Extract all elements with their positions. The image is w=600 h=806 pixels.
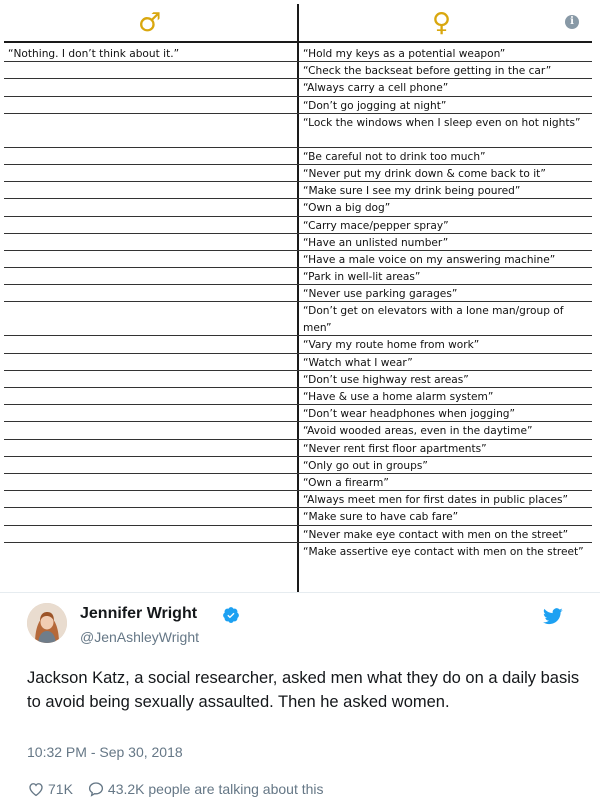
table-rows	[4, 45, 592, 577]
table-row	[4, 526, 592, 543]
media-divider	[0, 592, 600, 593]
table-row	[4, 114, 592, 148]
table-row	[4, 440, 592, 457]
female-answer: “Never put my drink down & come back to it”	[303, 167, 546, 180]
female-answer: “Check the backseat before getting in the car”	[303, 65, 552, 78]
female-symbol-icon: ♀	[432, 8, 452, 38]
table-row	[4, 354, 592, 371]
table-row	[4, 45, 592, 62]
female-answer: “Never rent first floor apartments”	[303, 442, 487, 455]
table-row	[4, 79, 592, 96]
heart-icon[interactable]	[27, 780, 45, 798]
table-row	[4, 422, 592, 439]
table-row	[4, 97, 592, 114]
female-answer: “Vary my route home from work”	[303, 339, 480, 352]
tweet-actions	[27, 779, 324, 799]
female-answer: “Make assertive eye contact with men on the street”	[303, 545, 584, 558]
table-row	[4, 508, 592, 525]
female-answer: “Watch what I wear”	[303, 356, 413, 369]
female-answer: “Lock the windows when I sleep even on hot nights”	[303, 116, 581, 129]
female-answer: “Don’t wear headphones when jogging”	[303, 408, 516, 421]
table-row	[4, 405, 592, 422]
talking-count[interactable]: 43.2K people are talking about this	[107, 781, 324, 797]
user-handle[interactable]: @JenAshleyWright	[80, 629, 199, 645]
avatar-image	[27, 603, 67, 643]
info-icon[interactable]: i	[565, 15, 579, 29]
table-row	[4, 217, 592, 234]
table-row	[4, 165, 592, 182]
female-answer: “Never make eye contact with men on the street”	[303, 528, 569, 541]
table-row	[4, 182, 592, 199]
female-answer: “Always meet men for first dates in public places”	[303, 494, 568, 507]
twitter-bird-icon[interactable]	[542, 606, 564, 626]
verified-badge-icon	[222, 606, 240, 624]
female-answer: “Have & use a home alarm system”	[303, 391, 494, 403]
avatar[interactable]	[27, 603, 67, 643]
table-row	[4, 234, 592, 251]
male-answer: “Nothing. I don’t think about it.”	[8, 48, 180, 60]
female-answer: “Don’t use highway rest areas”	[303, 373, 469, 386]
female-answer: “Have a male voice on my answering machine”	[303, 253, 556, 266]
female-answer: “Own a big dog”	[303, 202, 391, 215]
female-answer: “Have an unlisted number”	[303, 236, 449, 249]
table-row	[4, 148, 592, 165]
female-answer: “Avoid wooded areas, even in the daytime”	[303, 425, 533, 438]
female-answer: “Always carry a cell phone”	[303, 82, 449, 95]
male-cell	[4, 45, 297, 61]
table-row	[4, 199, 592, 216]
female-answer: “Don’t get on elevators with a lone man/group of men”	[303, 305, 564, 334]
table-row	[4, 251, 592, 268]
table-row	[4, 62, 592, 79]
comment-icon[interactable]	[87, 780, 105, 798]
female-answer: “Never use parking garages”	[303, 288, 458, 301]
female-answer: “Hold my keys as a potential weapon”	[303, 48, 506, 60]
table-row	[4, 474, 592, 491]
table-row	[4, 336, 592, 353]
female-answer: “Own a firearm”	[303, 476, 389, 489]
female-answer: “Make sure to have cab fare”	[303, 511, 459, 524]
female-answer: “Be careful not to drink too much”	[303, 150, 486, 163]
table-row	[4, 491, 592, 508]
table-row	[4, 302, 592, 336]
display-name[interactable]: Jennifer Wright	[80, 605, 198, 622]
female-answer: “Make sure I see my drink being poured”	[303, 185, 521, 198]
tweet-timestamp[interactable]: 10:32 PM - Sep 30, 2018	[27, 744, 183, 760]
table-row	[4, 268, 592, 285]
table-row	[4, 543, 592, 577]
male-symbol-icon: ♂	[138, 8, 162, 38]
table-row	[4, 457, 592, 474]
table-row	[4, 285, 592, 302]
table-row	[4, 388, 592, 405]
tweet-media-table[interactable]	[4, 4, 592, 592]
female-answer: “Don’t go jogging at night”	[303, 99, 447, 112]
table-row	[4, 371, 592, 388]
female-answer: “Park in well-lit areas”	[303, 271, 421, 284]
female-answer: “Only go out in groups”	[303, 459, 428, 472]
tweet-text: Jackson Katz, a social researcher, asked men what they do on a daily basis to avoid being sexually assaulted. Then he asked women.	[27, 669, 580, 711]
female-answer: “Carry mace/pepper spray”	[303, 219, 449, 232]
like-count[interactable]: 71K	[48, 781, 73, 797]
